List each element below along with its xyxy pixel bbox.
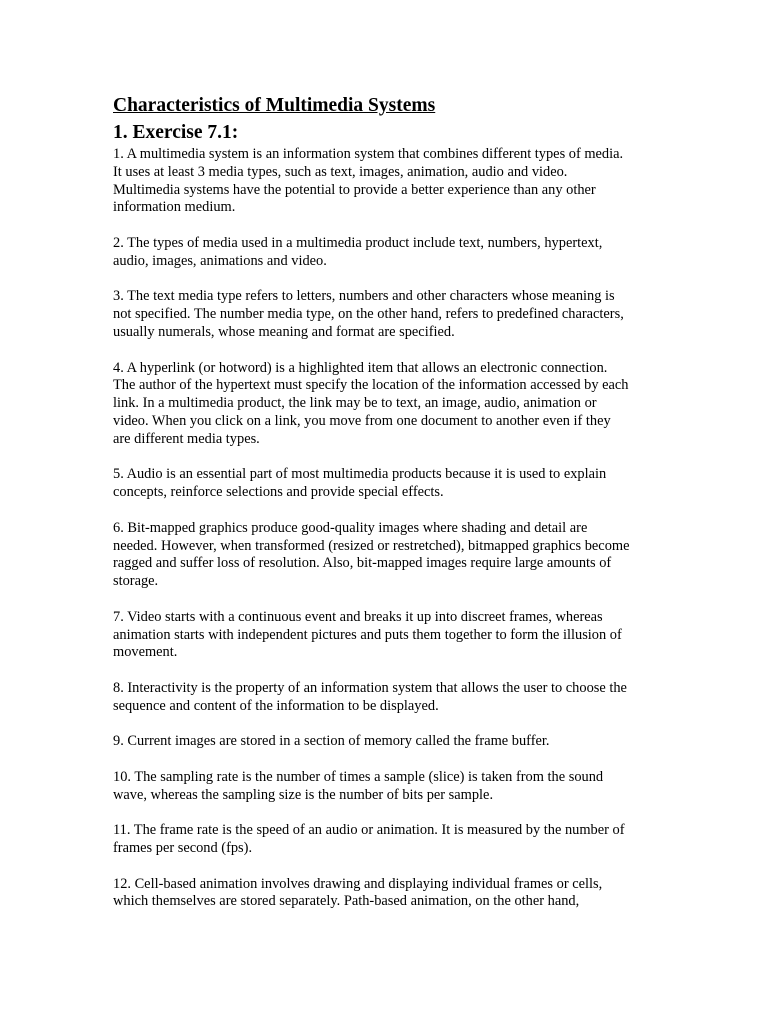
paragraph-3 — [113, 288, 658, 341]
document-title: Characteristics of Multimedia Systems — [113, 95, 436, 116]
document-page — [113, 94, 658, 929]
text-line: 7. Video starts with a continuous event and breaks it up into discreet frames, whereas — [113, 608, 603, 625]
paragraph-6 — [113, 520, 658, 591]
text-line: 2. The types of media used in a multimedia product include text, numbers, hypertext, — [113, 234, 603, 251]
text-line: Multimedia systems have the potential to provide a better experience than any other — [113, 181, 596, 198]
text-line: 11. The frame rate is the speed of an audio or animation. It is measured by the number of — [113, 822, 625, 839]
text-line: usually numerals, whose meaning and format are specified. — [113, 323, 455, 340]
paragraph-1 — [113, 146, 658, 217]
text-line: 1. A multimedia system is an information system that combines different types of media. — [113, 146, 624, 162]
text-line: which themselves are stored separately. Path-based animation, on the other hand, — [113, 893, 580, 910]
paragraph-10 — [113, 769, 658, 805]
text-line: are different media types. — [113, 430, 260, 447]
text-line: wave, whereas the sampling size is the number of bits per sample. — [113, 786, 494, 803]
text-line: 10. The sampling rate is the number of times a sample (slice) is taken from the sound — [113, 768, 604, 785]
text-line: audio, images, animations and video. — [113, 252, 327, 269]
text-line: 6. Bit-mapped graphics produce good-quality images where shading and detail are — [113, 519, 588, 536]
paragraph-4 — [113, 360, 658, 449]
text-line: information medium. — [113, 199, 236, 216]
text-line: 8. Interactivity is the property of an information system that allows the user to choose the — [113, 679, 627, 696]
text-line: animation starts with independent pictures and puts them together to form the illusion of — [113, 626, 622, 643]
paragraph-5 — [113, 466, 658, 502]
text-line: movement. — [113, 644, 178, 661]
text-line: storage. — [113, 573, 159, 590]
paragraph-7 — [113, 609, 658, 662]
text-line: 4. A hyperlink (or hotword) is a highlighted item that allows an electronic connection. — [113, 359, 608, 376]
paragraph-2 — [113, 235, 658, 271]
text-line: sequence and content of the information to be displayed. — [113, 697, 439, 714]
text-line: link. In a multimedia product, the link may be to text, an image, audio, animation or — [113, 395, 597, 412]
text-line: 5. Audio is an essential part of most multimedia products because it is used to explain — [113, 466, 607, 483]
text-line: 3. The text media type refers to letters, numbers and other characters whose meaning is — [113, 288, 615, 305]
paragraph-12 — [113, 876, 658, 912]
text-line: not specified. The number media type, on the other hand, refers to predefined characters, — [113, 306, 624, 323]
text-line: needed. However, when transformed (resized or restretched), bitmapped graphics become — [113, 537, 630, 554]
text-line: video. When you click on a link, you move from one document to another even if they — [113, 412, 611, 429]
paragraph-8 — [113, 680, 658, 716]
text-line: It uses at least 3 media types, such as text, images, animation, audio and video. — [113, 163, 568, 180]
paragraph-11 — [113, 822, 658, 858]
text-line: The author of the hypertext must specify the location of the information accessed by each — [113, 377, 629, 394]
text-line: frames per second (fps). — [113, 840, 253, 857]
text-line: 9. Current images are stored in a section of memory called the frame buffer. — [113, 733, 550, 750]
paragraph-9 — [113, 733, 658, 751]
text-line: ragged and suffer loss of resolution. Also, bit-mapped images require large amounts of — [113, 555, 612, 572]
text-line: concepts, reinforce selections and provide special effects. — [113, 484, 444, 501]
exercise-heading: 1. Exercise 7.1: — [113, 122, 239, 143]
paragraph-list — [113, 146, 658, 911]
text-line: 12. Cell-based animation involves drawing and displaying individual frames or cells, — [113, 875, 603, 892]
